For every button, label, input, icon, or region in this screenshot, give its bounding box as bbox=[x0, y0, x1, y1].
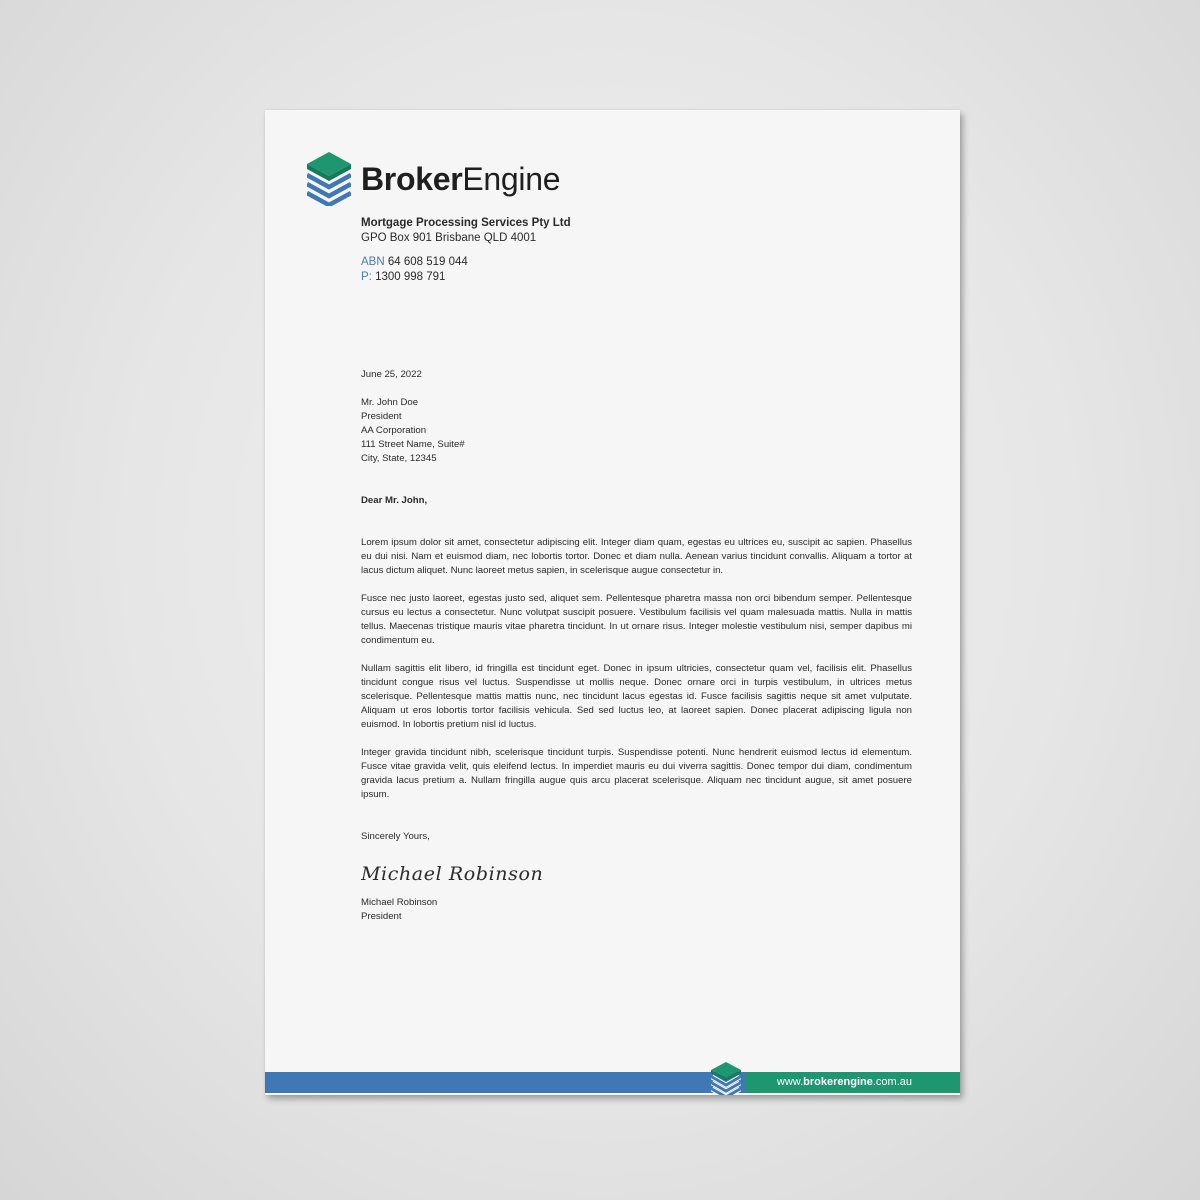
recipient-title: President bbox=[361, 411, 402, 422]
abn-value: 64 608 519 044 bbox=[384, 256, 468, 268]
stacked-layers-icon bbox=[307, 152, 351, 206]
letter-paragraphs bbox=[361, 536, 912, 802]
paragraph: Integer gravida tincidunt nibh, scelerisque tincidunt turpis. Suspendisse potenti. Nunc hendrerit euismod lectus id elementum. Fusce vitae gravida velit, quis eleifend lectus. In imperdiet mauris eu dui viverra sagittis. Donec tempor dui diam, condimentum gravida lacus pretium a. Nullam fringilla augue quis arcu placerat scelerisque. Aliquam nec tincidunt augue, sit amet posuere ipsum. bbox=[361, 747, 912, 800]
brand-name-bold: Broker bbox=[361, 161, 463, 197]
signature-drawing bbox=[361, 860, 561, 886]
signer-name: Michael Robinson bbox=[361, 897, 438, 908]
closing: Sincerely Yours, bbox=[361, 831, 430, 842]
footer-blue-bar bbox=[265, 1072, 745, 1093]
phone-line bbox=[361, 270, 468, 285]
contact-block bbox=[361, 255, 468, 284]
brand-name-light: Engine bbox=[462, 161, 561, 197]
signature-text: Michael Robinson bbox=[361, 863, 544, 885]
recipient-name: Mr. John Doe bbox=[361, 397, 419, 408]
phone-value: 1300 998 791 bbox=[371, 270, 446, 283]
company-address: GPO Box 901 Brisbane QLD 4001 bbox=[361, 232, 537, 244]
recipient-street: 111 Street Name, Suite# bbox=[361, 439, 465, 450]
abn-line bbox=[361, 255, 468, 270]
paragraph: Nullam sagittis elit libero, id fringilla est tincidunt eget. Donec in ipsum ultricies, consectetur quam vel, facilisis elit. Phasellus tincidunt congue risus vel luctus. Suspendisse ut mollis neque. Donec ornare orci in turpis vestibulum, in ultrices metus scelerisque. Pellentesque mattis mattis nunc, nec tincidunt lacus egestas id. Fusce facilisis sagittis neque sit amet vulputate. Aliquam ut eros lobortis tortor facilisis vehicula. Sed sed luctus leo, at laoreet sapien. Donec placerat adipiscing ligula non euismod. In lobortis pretium nisl id luctus. bbox=[361, 663, 912, 730]
recipient-block bbox=[361, 396, 912, 466]
letter-date: June 25, 2022 bbox=[361, 369, 422, 380]
paragraph: Lorem ipsum dolor sit amet, consectetur adipiscing elit. Integer diam quam, egestas eu ultrices eu, suscipit ac sapien. Phasellus eu dui nisi. Nam et euismod diam, nec lobortis tortor. Donec et diam nulla. Aenean varius tincidunt convallis. Aliquam a tortor at lacus dictum aliquet. Nunc laoreet metus sapien, in scelerisque augue consectetur in. bbox=[361, 537, 912, 576]
brand-logo bbox=[307, 152, 560, 206]
abn-label: ABN bbox=[361, 256, 385, 268]
handwritten-signature bbox=[361, 860, 912, 886]
url-domain: brokerengine bbox=[803, 1076, 873, 1088]
footer-stacked-layers-icon bbox=[711, 1062, 741, 1095]
letterhead-page bbox=[265, 110, 960, 1095]
company-block bbox=[361, 216, 571, 246]
signer-title: President bbox=[361, 911, 402, 922]
letter-body bbox=[361, 368, 912, 924]
url-prefix: www. bbox=[776, 1076, 804, 1088]
brand-wordmark bbox=[361, 163, 560, 195]
url-suffix: .com.au bbox=[872, 1076, 912, 1088]
phone-label: P: bbox=[361, 270, 372, 283]
paragraph: Fusce nec justo laoreet, egestas justo sed, aliquet sem. Pellentesque pharetra massa non orci bibendum semper. Pellentesque cursus eu lectus a consectetur. Nunc volutpat suscipit posuere. Vestibulum facilisis vel quam malesuada mattis. Nulla in mattis tellus. Maecenas tristique mauris vitae pharetra tincidunt. In ut ornare risus. Integer molestie vestibulum nisi, semper dapibus mi condimentum eu. bbox=[361, 593, 912, 646]
company-name: Mortgage Processing Services Pty Ltd bbox=[361, 217, 571, 229]
website-url[interactable] bbox=[765, 1072, 912, 1093]
signer-block bbox=[361, 896, 912, 924]
recipient-company: AA Corporation bbox=[361, 425, 427, 436]
recipient-city: City, State, 12345 bbox=[361, 453, 437, 464]
salutation: Dear Mr. John, bbox=[361, 495, 428, 506]
